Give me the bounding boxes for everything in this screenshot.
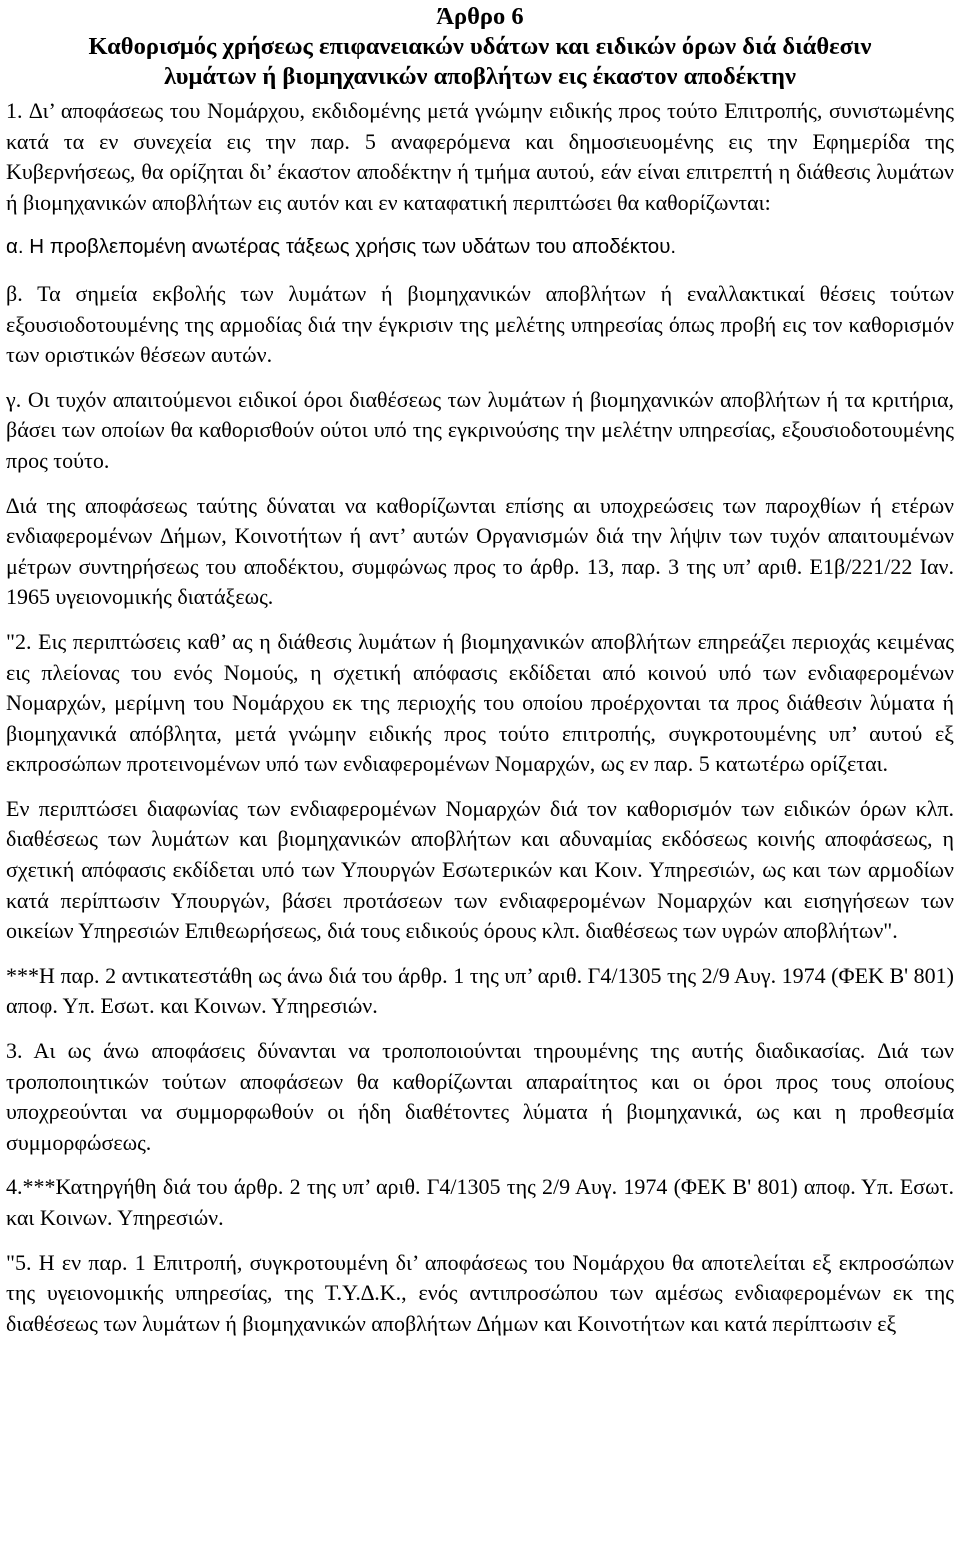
- document-page: [6, 0, 954, 1339]
- article-heading: Άρθρο 6: [436, 3, 524, 30]
- paragraph-1a: α. Η προβλεπομένη ανωτέρας τάξεως χρήσις των υδάτων του αποδέκτου.: [6, 235, 677, 259]
- paragraph-2-amendment-note: ***Η παρ. 2 αντικατεστάθη ως άνω διά του άρθρ. 1 της υπ’ αριθ. Γ4/1305 της 2/9 Αυγ. 1974 (ΦΕΚ Β' 801) αποφ. Υπ. Εσωτ. και Κοινων. Υπηρεσιών.: [6, 962, 954, 1019]
- article-subtitle-line-2: λυμάτων ή βιομηχανικών αποβλήτων εις έκαστον αποδέκτην: [164, 63, 796, 90]
- paragraph-2-disagreement: Εν περιπτώσει διαφωνίας των ενδιαφερομένων Νομαρχών διά τον καθορισμόν των ειδικών όρων κλπ. διαθέσεως των λυμάτων και βιομηχανικών αποβλήτων και αδυναμίας εκδόσεως κοινής αποφάσεως, η σχετική απόφασις εκδίδεται υπό των Υπουργών Εσωτερικών και Κοιν. Υπηρεσιών, ως και των αρμοδίων κατά περίπτωσιν Υπουργών, βάσει προτάσεων των ενδιαφερομένων Νομαρχών και εισηγήσεων των οικείων Υπηρεσιών Επιθεωρήσεως, διά τους ειδικούς όρους κλπ. διαθέσεως των υγρών αποβλήτων".: [6, 795, 954, 944]
- paragraph-1c: γ. Οι τυχόν απαιτούμενοι ειδικοί όροι διαθέσεως των λυμάτων ή βιομηχανικών αποβλήτων ή τα κριτήρια, βάσει των οποίων θα καθορισθούν ούτοι υπό της εγκρινούσης την μελέτην υπηρεσίας, εξουσιοδοτουμένης προς τούτο.: [6, 386, 954, 473]
- paragraph-5: "5. Η εν παρ. 1 Επιτροπή, συγκροτουμένη δι’ αποφάσεως του Νομάρχου θα αποτελείται εξ εκπροσώπων της υγειονομικής υπηρεσίας, της Τ.Υ.∆.Κ., ενός αντιπροσώπου των αμέσως ενδιαφερομένων εκ της διαθέσεως των λυμάτων ή βιομηχανικών αποβλήτων ∆ήμων και Κοινοτήτων και κατά περίπτωσιν εξ: [6, 1249, 954, 1336]
- article-subtitle-line-1: Καθορισμός χρήσεως επιφανειακών υδάτων και ειδικών όρων διά διάθεσιν: [88, 33, 872, 60]
- paragraph-1b: β. Τα σημεία εκβολής των λυμάτων ή βιομηχανικών αποβλήτων ή εναλλακτικαί θέσεις τούτων εξουσιοδοτουμένης της αρμοδίας διά την έγκρισιν της μελέτης υπηρεσίας όπως προβή εις τον καθορισμόν των οριστικών θέσεων αυτών.: [6, 280, 954, 368]
- paragraph-3: 3. Αι ως άνω αποφάσεις δύνανται να τροποποιούνται τηρουμένης της αυτής διαδικασίας. ∆ιά των τροποποιητικών τούτων αποφάσεων θα καθορίζωνται απαραίτητος και οι όροι προς τους οποίους υποχρεούνται να συμμορφωθούν οι ήδη διαθέτοντες λύματα ή βιομηχανικά, ως και η προθεσμία συμμορφώσεως.: [6, 1038, 954, 1155]
- paragraph-2: "2. Εις περιπτώσεις καθ’ ας η διάθεσις λυμάτων ή βιομηχανικών αποβλήτων επηρεάζει περιοχάς κειμένας εις πλείονας του ενός Νομούς, η σχετική απόφασις εκδίδεται από κοινού υπό των ενδιαφερομένων Νομαρχών, μερίμνη του Νομάρχου εκ της περιοχής του οποίου προέρχονται τα προς διάθεσιν λύματα ή βιομηχανικά απόβλητα, μετά γνώμην ειδικής προς τούτο επιτροπής, συγκροτουμένης υπ’ αυτού εξ εκπροσώπων προτεινομένων υπό των ενδιαφερομένων Νομαρχών, ως εν παρ. 5 κατωτέρω ορίζεται.: [6, 628, 954, 777]
- paragraph-1: 1. ∆ι’ αποφάσεως του Νομάρχου, εκδιδομένης μετά γνώμην ειδικής προς τούτο Επιτροπής, συνιστωμένης κατά τα εν συνεχεία εις την παρ. 5 αναφερόμενα και δημοσιευομένης εις την Εφημερίδα της Κυβερνήσεως, θα ορίζηται δι’ έκαστον αποδέκτην ή τμήμα αυτού, εάν είναι επιτρεπτή η διάθεσις λυμάτων ή βιομηχανικών αποβλήτων εις αυτόν και εν καταφατική περιπτώσει θα καθορίζωνται:: [6, 98, 954, 215]
- paragraph-decision-scope: ∆ιά της αποφάσεως ταύτης δύναται να καθορίζωνται επίσης αι υποχρεώσεις των παροχθίων ή ετέρων ενδιαφερομένων ∆ήμων, Κοινοτήτων ή αντ’ αυτών Οργανισμών διά την λήψιν των τυχόν απαιτουμένων μέτρων συντηρήσεως του αποδέκτου, συμφώνως προς το άρθρ. 13, παρ. 3 της υπ’ αριθ. Ε1β/221/22 Ιαν. 1965 υγειονομικής διατάξεως.: [6, 492, 954, 610]
- paragraph-4: 4.***Κατηργήθη διά του άρθρ. 2 της υπ’ αριθ. Γ4/1305 της 2/9 Αυγ. 1974 (ΦΕΚ Β' 801) αποφ. Υπ. Εσωτ. και Κοινων. Υπηρεσιών.: [6, 1174, 954, 1230]
